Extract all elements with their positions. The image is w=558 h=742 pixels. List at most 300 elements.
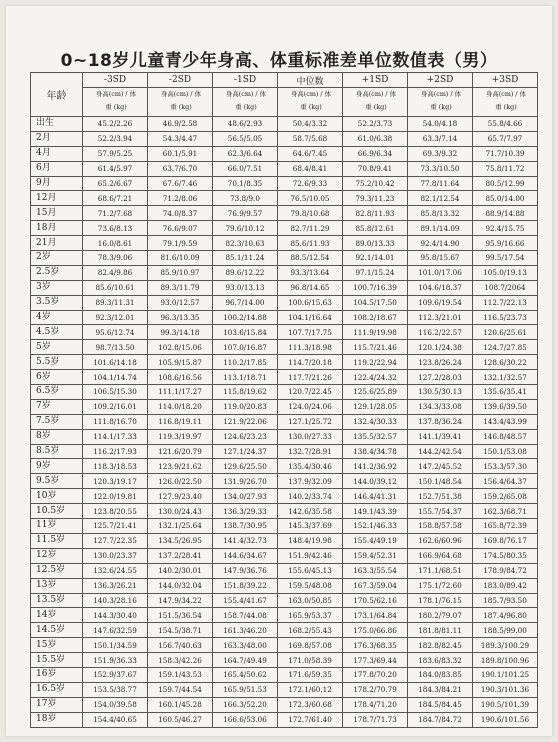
- value-cell: 16.0/8.61: [83, 236, 148, 251]
- value-cell: 188.5/99.00: [473, 623, 538, 638]
- age-cell: 4.5岁: [31, 325, 83, 340]
- value-cell: 130.0/27.33: [278, 429, 343, 444]
- value-cell: 127.7/22.35: [83, 533, 148, 548]
- value-cell: 147.9/36.76: [213, 563, 278, 578]
- value-cell: 183.0/89.42: [473, 578, 538, 593]
- value-cell: 178.7/71.73: [343, 712, 408, 727]
- age-cell: 3岁: [31, 280, 83, 295]
- value-cell: 137.9/32.09: [278, 474, 343, 489]
- value-cell: 70.1/8.35: [213, 176, 278, 191]
- value-cell: 120.7/22.45: [278, 385, 343, 400]
- value-cell: 129.6/25.50: [213, 459, 278, 474]
- unit-subheader: 身高(cm) / 体 重 (kg): [83, 88, 148, 117]
- table-body: [31, 117, 538, 728]
- value-cell: 124.6/23.23: [213, 429, 278, 444]
- unit-subheader: 身高(cm) / 体 重 (kg): [343, 88, 408, 117]
- value-cell: 54.3/4.47: [148, 131, 213, 146]
- value-cell: 144.3/30.40: [83, 608, 148, 623]
- value-cell: 154.0/39.58: [83, 697, 148, 712]
- value-cell: 137.8/36.24: [408, 414, 473, 429]
- value-cell: 48.6/2.93: [213, 117, 278, 132]
- age-cell: 3.5岁: [31, 295, 83, 310]
- table-row: [31, 251, 538, 266]
- table-row: [31, 489, 538, 504]
- value-cell: 108.6/16.56: [148, 370, 213, 385]
- value-cell: 123.8/20.55: [83, 504, 148, 519]
- value-cell: 132.7/28.91: [278, 444, 343, 459]
- value-cell: 54.0/4.18: [408, 117, 473, 132]
- age-cell: 17岁: [31, 697, 83, 712]
- value-cell: 71.7/10.39: [473, 146, 538, 161]
- value-cell: 184.3/84.21: [408, 682, 473, 697]
- value-cell: 81.6/10.09: [148, 251, 213, 266]
- value-cell: 79.6/10.12: [213, 221, 278, 236]
- value-cell: 172.7/61.40: [278, 712, 343, 727]
- age-cell: 9岁: [31, 459, 83, 474]
- value-cell: 159.4/52.31: [343, 548, 408, 563]
- value-cell: 148.4/19.98: [278, 533, 343, 548]
- unit-subheader: 身高(cm) / 体 重 (kg): [473, 88, 538, 117]
- value-cell: 135.5/32.57: [343, 429, 408, 444]
- age-cell: 6.5岁: [31, 385, 83, 400]
- value-cell: 190.1/101.25: [473, 667, 538, 682]
- value-cell: 163.3/55.54: [343, 563, 408, 578]
- table-row: [31, 414, 538, 429]
- value-cell: 166.3/52.20: [213, 697, 278, 712]
- value-cell: 100.2/14.88: [213, 310, 278, 325]
- value-cell: 169.8/76.17: [473, 533, 538, 548]
- value-cell: 190.5/101.39: [473, 697, 538, 712]
- value-cell: 165.9/53.37: [278, 608, 343, 623]
- value-cell: 50.4/3.32: [278, 117, 343, 132]
- value-cell: 165.9/51.53: [213, 682, 278, 697]
- value-cell: 110.2/17.85: [213, 355, 278, 370]
- value-cell: 120.6/25.61: [473, 325, 538, 340]
- value-cell: 85.8/12.61: [343, 221, 408, 236]
- value-cell: 174.5/80.35: [473, 548, 538, 563]
- age-cell: 2.5岁: [31, 265, 83, 280]
- value-cell: 118.3/18.53: [83, 459, 148, 474]
- value-cell: 76.5/10.05: [278, 191, 343, 206]
- value-cell: 65.2/6.67: [83, 176, 148, 191]
- value-cell: 102.8/15.06: [148, 340, 213, 355]
- value-cell: 138.4/34.78: [343, 444, 408, 459]
- table-row: [31, 385, 538, 400]
- table-row: [31, 429, 538, 444]
- value-cell: 150.1/53.08: [473, 444, 538, 459]
- value-cell: 139.6/39.50: [473, 399, 538, 414]
- value-cell: 101.0/17.06: [408, 265, 473, 280]
- value-cell: 68.4/8.41: [278, 161, 343, 176]
- value-cell: 152.7/51.38: [408, 489, 473, 504]
- sd-column-header: -3SD: [83, 73, 148, 88]
- value-cell: 135.6/35.41: [473, 385, 538, 400]
- value-cell: 155.4/49.19: [343, 533, 408, 548]
- value-cell: 158.7/44.08: [213, 608, 278, 623]
- value-cell: 105.0/19.13: [473, 265, 538, 280]
- value-cell: 166.9/64.68: [408, 548, 473, 563]
- table-row: [31, 206, 538, 221]
- value-cell: 132.1/32.57: [473, 370, 538, 385]
- unit-subheader: 身高(cm) / 体 重 (kg): [148, 88, 213, 117]
- value-cell: 134.3/33.08: [408, 399, 473, 414]
- value-cell: 99.3/14.18: [148, 325, 213, 340]
- table-row: [31, 161, 538, 176]
- value-cell: 121.6/20.79: [148, 444, 213, 459]
- value-cell: 151.8/39.22: [213, 578, 278, 593]
- value-cell: 155.4/41.67: [213, 593, 278, 608]
- value-cell: 172.3/60.68: [278, 697, 343, 712]
- value-cell: 93.0/13.13: [213, 280, 278, 295]
- value-cell: 162.6/60.96: [408, 533, 473, 548]
- value-cell: 132.4/30.33: [343, 414, 408, 429]
- value-cell: 137.2/28.41: [148, 548, 213, 563]
- value-cell: 155.6/45.13: [278, 563, 343, 578]
- value-cell: 134.0/27.93: [213, 489, 278, 504]
- value-cell: 169.8/57.08: [278, 638, 343, 653]
- value-cell: 89.1/14.09: [408, 221, 473, 236]
- value-cell: 66.0/7.51: [213, 161, 278, 176]
- value-cell: 61.0/6.38: [343, 131, 408, 146]
- sd-column-header: +1SD: [343, 73, 408, 88]
- value-cell: 175.1/72.60: [408, 578, 473, 593]
- age-cell: 21月: [31, 236, 83, 251]
- value-cell: 106.5/15.30: [83, 385, 148, 400]
- value-cell: 165.8/72.39: [473, 519, 538, 534]
- value-cell: 141.4/32.73: [213, 533, 278, 548]
- value-cell: 101.6/14.18: [83, 355, 148, 370]
- table-row: [31, 533, 538, 548]
- table-row: [31, 667, 538, 682]
- table-row: [31, 519, 538, 534]
- value-cell: 189.8/100.96: [473, 653, 538, 668]
- table-row: [31, 578, 538, 593]
- value-cell: 119.2/22.94: [343, 355, 408, 370]
- value-cell: 132.6/24.55: [83, 563, 148, 578]
- value-cell: 95.9/16.66: [473, 236, 538, 251]
- value-cell: 82.3/10.63: [213, 236, 278, 251]
- value-cell: 96.7/14.00: [213, 295, 278, 310]
- value-cell: 159.1/43.53: [148, 667, 213, 682]
- value-cell: 156.7/40.63: [148, 638, 213, 653]
- value-cell: 46.9/2.58: [148, 117, 213, 132]
- table-row: [31, 548, 538, 563]
- value-cell: 82.4/9.86: [83, 265, 148, 280]
- value-cell: 72.6/9.33: [278, 176, 343, 191]
- age-cell: 14岁: [31, 608, 83, 623]
- value-cell: 104.6/18.37: [408, 280, 473, 295]
- value-cell: 149.1/43.39: [343, 504, 408, 519]
- value-cell: 62.3/6.64: [213, 146, 278, 161]
- table-row: [31, 370, 538, 385]
- table-row: [31, 295, 538, 310]
- table-row: [31, 146, 538, 161]
- age-cell: 8.5岁: [31, 444, 83, 459]
- value-cell: 144.0/39.12: [343, 474, 408, 489]
- value-cell: 128.6/30.22: [473, 355, 538, 370]
- table-row: [31, 191, 538, 206]
- value-cell: 147.6/32.59: [83, 623, 148, 638]
- value-cell: 109.2/16.01: [83, 399, 148, 414]
- value-cell: 82.7/11.29: [278, 221, 343, 236]
- value-cell: 124.7/27.85: [473, 340, 538, 355]
- age-cell: 16岁: [31, 667, 83, 682]
- value-cell: 107.0/16.87: [213, 340, 278, 355]
- value-cell: 144.6/34.67: [213, 548, 278, 563]
- value-cell: 131.9/26.70: [213, 474, 278, 489]
- value-cell: 108.2/18.67: [343, 310, 408, 325]
- value-cell: 116.2/17.93: [83, 444, 148, 459]
- table-row: [31, 608, 538, 623]
- table-row: [31, 459, 538, 474]
- sd-column-header: -2SD: [148, 73, 213, 88]
- value-cell: 184.0/83.85: [408, 667, 473, 682]
- value-cell: 93.3/13.64: [278, 265, 343, 280]
- value-cell: 183.6/83.32: [408, 653, 473, 668]
- value-cell: 152.1/46.33: [343, 519, 408, 534]
- value-cell: 153.3/57.30: [473, 459, 538, 474]
- value-cell: 119.0/20.83: [213, 399, 278, 414]
- value-cell: 112.3/21.01: [408, 310, 473, 325]
- value-cell: 140.2/33.74: [278, 489, 343, 504]
- age-cell: 4月: [31, 146, 83, 161]
- age-cell: 5.5岁: [31, 355, 83, 370]
- value-cell: 80.5/12.99: [473, 176, 538, 191]
- value-cell: 159.2/65.08: [473, 489, 538, 504]
- table-row: [31, 399, 538, 414]
- age-cell: 14.5岁: [31, 623, 83, 638]
- value-cell: 107.7/17.75: [278, 325, 343, 340]
- value-cell: 76.6/9.07: [148, 221, 213, 236]
- age-cell: 11.5岁: [31, 533, 83, 548]
- table-row: [31, 280, 538, 295]
- value-cell: 136.3/29.33: [213, 504, 278, 519]
- age-cell: 10岁: [31, 489, 83, 504]
- value-cell: 63.3/7.14: [408, 131, 473, 146]
- value-cell: 89.6/12.22: [213, 265, 278, 280]
- value-cell: 122.0/19.81: [83, 489, 148, 504]
- value-cell: 82.1/12.54: [408, 191, 473, 206]
- value-cell: 109.6/19.54: [408, 295, 473, 310]
- value-cell: 170.5/62.16: [343, 593, 408, 608]
- value-cell: 130.0/24.43: [148, 504, 213, 519]
- value-cell: 89.3/11.31: [83, 295, 148, 310]
- page-title: 0~18岁儿童青少年身高、体重标准差单位数值表（男）: [60, 51, 498, 71]
- value-cell: 178.4/71.20: [343, 697, 408, 712]
- value-cell: 52.2/3.94: [83, 131, 148, 146]
- value-cell: 56.5/5.05: [213, 131, 278, 146]
- value-cell: 120.3/19.17: [83, 474, 148, 489]
- value-cell: 75.2/10.42: [343, 176, 408, 191]
- unit-subheader: 身高(cm) / 体 重 (kg): [408, 88, 473, 117]
- value-cell: 123.9/21.62: [148, 459, 213, 474]
- value-cell: 117.7/21.26: [278, 370, 343, 385]
- table-row: [31, 682, 538, 697]
- age-cell: 7.5岁: [31, 414, 83, 429]
- value-cell: 127.1/24.37: [213, 444, 278, 459]
- value-cell: 124.0/24.06: [278, 399, 343, 414]
- value-cell: 185.7/93.50: [473, 593, 538, 608]
- value-cell: 123.8/26.24: [408, 355, 473, 370]
- value-cell: 85.6/10.61: [83, 280, 148, 295]
- value-cell: 121.9/22.06: [213, 414, 278, 429]
- age-cell: 10.5岁: [31, 504, 83, 519]
- table-header: [31, 73, 538, 117]
- value-cell: 176.3/68.35: [343, 638, 408, 653]
- value-cell: 141.2/36.92: [343, 459, 408, 474]
- value-cell: 127.9/23.40: [148, 489, 213, 504]
- table-row: [31, 117, 538, 132]
- value-cell: 127.1/25.72: [278, 414, 343, 429]
- value-cell: 135.4/30.46: [278, 459, 343, 474]
- value-cell: 116.2/22.57: [408, 325, 473, 340]
- age-cell: 15月: [31, 206, 83, 221]
- table-row: [31, 355, 538, 370]
- value-cell: 177.3/69.44: [343, 653, 408, 668]
- value-cell: 163.3/48.00: [213, 638, 278, 653]
- table-row: [31, 623, 538, 638]
- age-cell: 18月: [31, 221, 83, 236]
- value-cell: 79.3/11.23: [343, 191, 408, 206]
- value-cell: 187.4/96.80: [473, 608, 538, 623]
- age-cell: 13.5岁: [31, 593, 83, 608]
- value-cell: 142.6/35.58: [278, 504, 343, 519]
- value-cell: 96.8/14.65: [278, 280, 343, 295]
- value-cell: 126.0/22.50: [148, 474, 213, 489]
- sd-column-header: +3SD: [473, 73, 538, 88]
- age-cell: 5岁: [31, 340, 83, 355]
- value-cell: 73.6/8.13: [83, 221, 148, 236]
- table-row: [31, 593, 538, 608]
- value-cell: 85.9/10.97: [148, 265, 213, 280]
- value-cell: 140.3/28.16: [83, 593, 148, 608]
- value-cell: 134.5/26.95: [148, 533, 213, 548]
- value-cell: 64.6/7.45: [278, 146, 343, 161]
- value-cell: 190.6/101.56: [473, 712, 538, 727]
- value-cell: 111.1/17.27: [148, 385, 213, 400]
- value-cell: 190.3/101.36: [473, 682, 538, 697]
- table-row: [31, 474, 538, 489]
- value-cell: 146.4/41.31: [343, 489, 408, 504]
- value-cell: 88.5/12.54: [278, 251, 343, 266]
- value-cell: 127.2/28.03: [408, 370, 473, 385]
- value-cell: 114.7/20.18: [278, 355, 343, 370]
- value-cell: 167.3/59.04: [343, 578, 408, 593]
- value-cell: 85.8/13.32: [408, 206, 473, 221]
- value-cell: 97.1/15.24: [343, 265, 408, 280]
- value-cell: 77.8/11.64: [408, 176, 473, 191]
- value-cell: 79.8/10.68: [278, 206, 343, 221]
- table-row: [31, 340, 538, 355]
- value-cell: 114.0/18.20: [148, 399, 213, 414]
- value-cell: 45.2/2.26: [83, 117, 148, 132]
- value-cell: 151.9/36.33: [83, 653, 148, 668]
- value-cell: 145.3/37.69: [278, 519, 343, 534]
- age-cell: 4岁: [31, 310, 83, 325]
- age-column-header: 年龄: [31, 73, 83, 117]
- value-cell: 111.3/18.98: [278, 340, 343, 355]
- value-cell: 154.4/40.65: [83, 712, 148, 727]
- table-row: [31, 310, 538, 325]
- value-cell: 173.1/64.84: [343, 608, 408, 623]
- value-cell: 63.7/6.70: [148, 161, 213, 176]
- value-cell: 67.6/7.46: [148, 176, 213, 191]
- value-cell: 65.7/7.97: [473, 131, 538, 146]
- value-cell: 136.3/26.21: [83, 578, 148, 593]
- value-cell: 116.8/19.11: [148, 414, 213, 429]
- age-cell: 6月: [31, 161, 83, 176]
- value-cell: 100.7/16.39: [343, 280, 408, 295]
- value-cell: 141.1/39.41: [408, 429, 473, 444]
- value-cell: 182.8/82.45: [408, 638, 473, 653]
- value-cell: 71.2/7.68: [83, 206, 148, 221]
- value-cell: 175.0/66.86: [343, 623, 408, 638]
- value-cell: 104.1/14.74: [83, 370, 148, 385]
- value-cell: 155.7/54.37: [408, 504, 473, 519]
- value-cell: 113.1/18.71: [213, 370, 278, 385]
- value-cell: 119.3/19.97: [148, 429, 213, 444]
- table-row: [31, 563, 538, 578]
- value-cell: 150.1/34.59: [83, 638, 148, 653]
- value-cell: 158.8/57.58: [408, 519, 473, 534]
- value-cell: 151.9/42.46: [278, 548, 343, 563]
- value-cell: 58.7/5.68: [278, 131, 343, 146]
- table-row: [31, 325, 538, 340]
- value-cell: 73.8/9.0: [213, 191, 278, 206]
- value-cell: 73.3/10.50: [408, 161, 473, 176]
- age-cell: 18岁: [31, 712, 83, 727]
- value-cell: 116.5/23.73: [473, 310, 538, 325]
- value-cell: 120.1/24.38: [408, 340, 473, 355]
- value-cell: 189.3/100.29: [473, 638, 538, 653]
- table-row: [31, 653, 538, 668]
- value-cell: 99.5/17.54: [473, 251, 538, 266]
- value-cell: 57.9/5.25: [83, 146, 148, 161]
- value-cell: 147.2/45.52: [408, 459, 473, 474]
- value-cell: 115.8/19.62: [213, 385, 278, 400]
- value-cell: 92.3/12.01: [83, 310, 148, 325]
- value-cell: 103.6/15.84: [213, 325, 278, 340]
- age-cell: 12岁: [31, 548, 83, 563]
- value-cell: 74.0/8.37: [148, 206, 213, 221]
- value-cell: 112.7/22.13: [473, 295, 538, 310]
- value-cell: 76.9/9.57: [213, 206, 278, 221]
- age-cell: 11岁: [31, 519, 83, 534]
- value-cell: 130.5/30.13: [408, 385, 473, 400]
- age-cell: 9.5岁: [31, 474, 83, 489]
- table-row: [31, 265, 538, 280]
- value-cell: 79.1/9.59: [148, 236, 213, 251]
- value-cell: 178.2/70.79: [343, 682, 408, 697]
- table-row: [31, 638, 538, 653]
- value-cell: 163.0/50.85: [278, 593, 343, 608]
- sd-column-header: -1SD: [213, 73, 278, 88]
- value-cell: 184.7/84.72: [408, 712, 473, 727]
- value-cell: 159.7/44.54: [148, 682, 213, 697]
- value-cell: 140.2/30.01: [148, 563, 213, 578]
- value-cell: 154.5/38.71: [148, 623, 213, 638]
- value-cell: 93.0/12.57: [148, 295, 213, 310]
- value-cell: 160.5/46.27: [148, 712, 213, 727]
- value-cell: 115.7/21.46: [343, 340, 408, 355]
- table-row: [31, 712, 538, 727]
- value-cell: 92.4/15.75: [473, 221, 538, 236]
- value-cell: 130.0/23.37: [83, 548, 148, 563]
- value-cell: 162.3/68.71: [473, 504, 538, 519]
- age-cell: 9月: [31, 176, 83, 191]
- value-cell: 70.8/9.41: [343, 161, 408, 176]
- value-cell: 75.8/11.72: [473, 161, 538, 176]
